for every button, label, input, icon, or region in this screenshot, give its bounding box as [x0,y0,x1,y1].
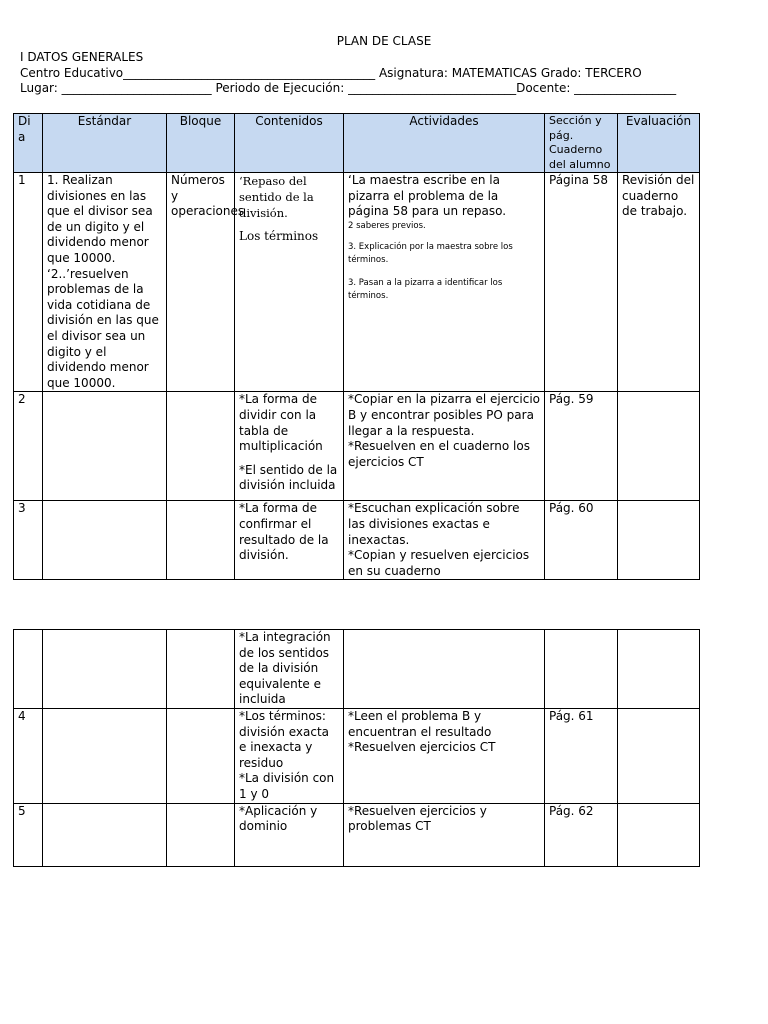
cell-seccion [545,630,618,709]
contenidos-text-b: *El sentido de la división incluida [239,462,338,493]
contenidos-text-a: *La forma de dividir con la tabla de multiplicación [239,392,323,454]
cell-dia: 1 [14,173,43,392]
cell-estandar [43,803,167,866]
cell-bloque [167,501,235,580]
cell-actividades [344,501,545,580]
cell-contenidos [235,708,344,803]
table-row [14,630,700,709]
cell-seccion: Pág. 60 [545,501,618,580]
cell-seccion: Página 58 [545,173,618,392]
cell-seccion: Pág. 62 [545,803,618,866]
table-row [14,173,700,392]
cell-evaluacion: Revisión del cuaderno de trabajo. [618,173,700,392]
header-bloque: Bloque [167,114,235,173]
cell-estandar [43,630,167,709]
actividades-text-a: *Leen el problema B y encuentran el resultado [348,708,492,739]
cell-seccion: Pág. 61 [545,708,618,803]
actividades-text-b: *Resuelven ejercicios CT [348,740,496,755]
cell-seccion: Pág. 59 [545,392,618,501]
cell-estandar: 1. Realizan divisiones en las que el divisor sea de un digito y el dividendo menor que 10000. ‘2..’resuelven problemas de la vida cotidiana de división en las que el divisor sea un digito y el dividendo menor que 10000. [43,173,167,392]
contenidos-text-b: *La división con 1 y 0 [239,771,335,801]
cell-contenidos [235,392,344,501]
cell-actividades [344,630,545,709]
table-row [14,803,700,866]
lesson-plan-table-continued [13,629,700,867]
cell-evaluacion [618,803,700,866]
cell-contenidos: *La forma de confirmar el resultado de la división. [235,501,344,580]
cell-contenidos: *Aplicación y dominio [235,803,344,866]
cell-dia: 3 [14,501,43,580]
actividades-note-3: 3. Pasan a la pizarra a identificar los términos. [348,277,503,301]
cell-bloque: Números y operaciones [167,173,235,392]
header-evaluacion: Evaluación [618,114,700,173]
actividades-note-2: 3. Explicación por la maestra sobre los términos. [348,241,513,265]
contenidos-text-a: *Los términos: división exacta e inexacta y residuo [239,708,330,770]
contenidos-text-b: Los términos [239,229,319,243]
cell-bloque [167,392,235,501]
general-data-line-2: Lugar: _________________________ Periodo de Ejecución: ____________________________Docente: _________________ [20,81,677,95]
cell-dia [14,630,43,709]
header-actividades: Actividades [344,114,545,173]
actividades-text-a: *Copiar en la pizarra el ejercicio B y encontrar posibles PO para llegar a la respuesta. [348,392,541,438]
cell-actividades [344,392,545,501]
cell-actividades [344,173,545,392]
lesson-plan-table [13,113,700,580]
table-row [14,708,700,803]
cell-evaluacion [618,392,700,501]
cell-contenidos [235,173,344,392]
cell-evaluacion [618,630,700,709]
general-data-line-1: Centro Educativo__________________________________________ Asignatura: MATEMATICAS Grado: TERCERO [20,66,642,80]
header-contenidos: Contenidos [235,114,344,173]
header-seccion: Sección y pág. Cuaderno del alumno [545,114,618,173]
cell-bloque [167,630,235,709]
table-row [14,501,700,580]
document-title: PLAN DE CLASE [336,34,432,48]
cell-estandar [43,392,167,501]
actividades-text-a: *Escuchan explicación sobre las divisiones exactas e inexactas. [348,501,520,547]
cell-contenidos: *La integración de los sentidos de la división equivalente e incluida [235,630,344,709]
header-dia: Di a [14,114,43,173]
table-row [14,392,700,501]
actividades-text-b: *Resuelven en el cuaderno los ejercicios CT [348,439,530,469]
cell-bloque [167,708,235,803]
cell-dia: 4 [14,708,43,803]
section-heading: I DATOS GENERALES [20,50,144,64]
actividades-note-1: 2 saberes previos. [348,220,426,231]
actividades-text-b: *Copian y resuelven ejercicios en su cuaderno [348,548,530,578]
cell-dia: 5 [14,803,43,866]
cell-evaluacion [618,708,700,803]
header-estandar: Estándar [43,114,167,173]
cell-dia: 2 [14,392,43,501]
cell-estandar [43,708,167,803]
contenidos-text-a: ‘Repaso del sentido de la división. [239,174,314,220]
cell-actividades [344,708,545,803]
cell-bloque [167,803,235,866]
cell-actividades: *Resuelven ejercicios y problemas CT [344,803,545,866]
cell-estandar [43,501,167,580]
cell-evaluacion [618,501,700,580]
actividades-text: ‘La maestra escribe en la pizarra el problema de la página 58 para un repaso. [348,173,507,219]
table-header-row [14,114,700,173]
